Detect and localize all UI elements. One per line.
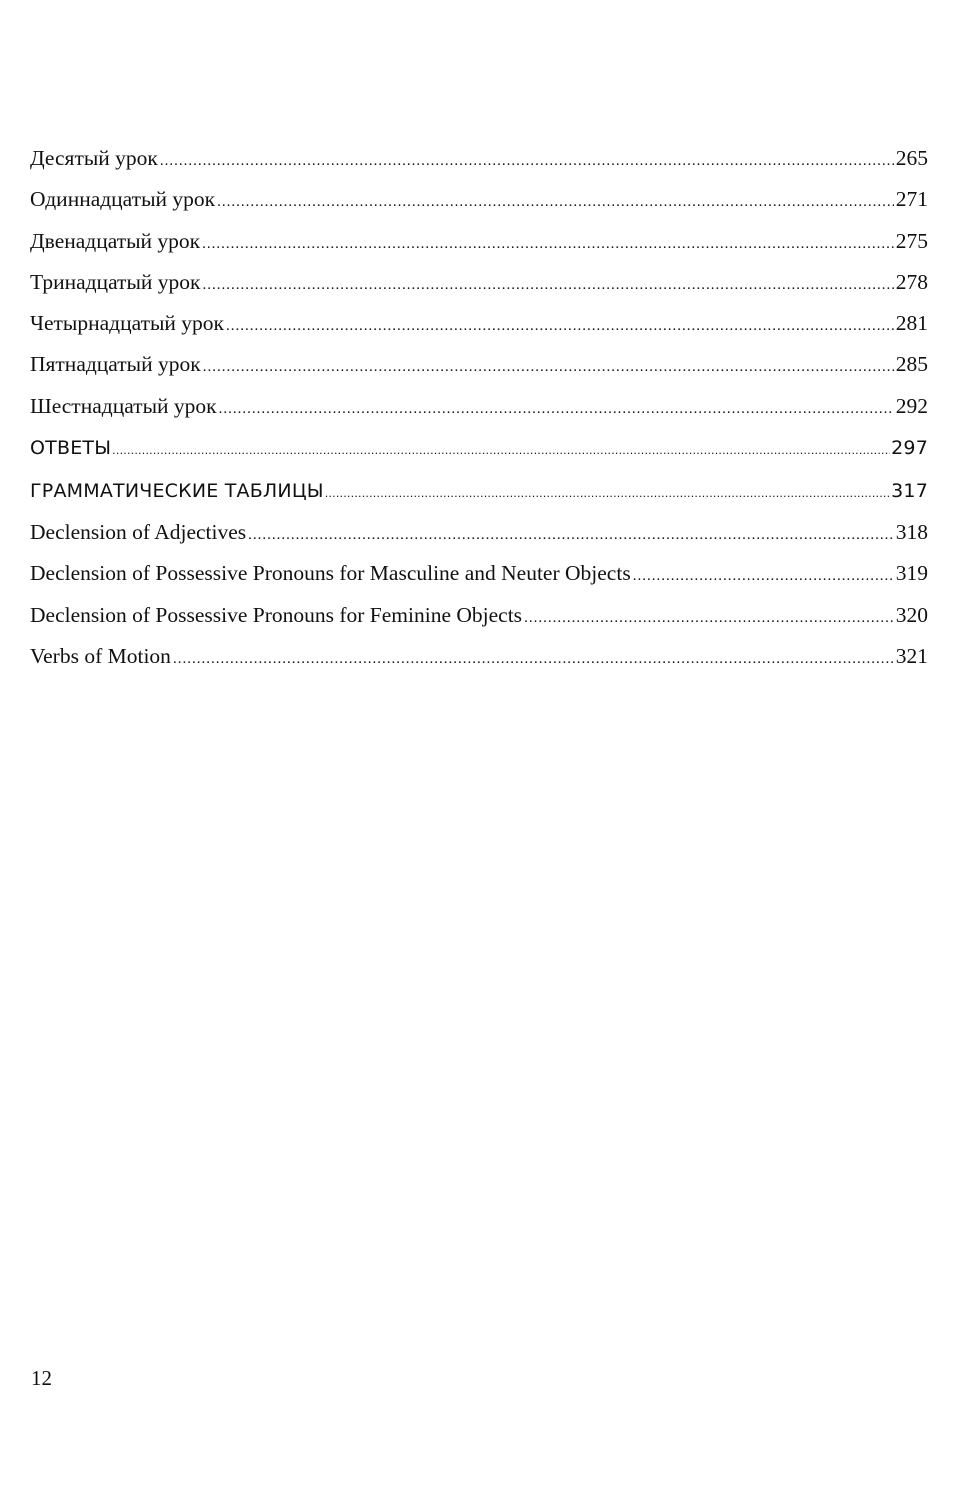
toc-entry-title: ОТВЕТЫ: [30, 437, 112, 460]
toc-entry-title: Тринадцатый урок: [30, 269, 201, 294]
toc-entry-title: Десятый урок: [30, 146, 158, 170]
toc-dot-leader: [202, 224, 894, 262]
toc-entry[interactable]: [30, 262, 928, 303]
toc-entry[interactable]: [30, 179, 928, 220]
toc-dot-leader: [226, 306, 894, 344]
toc-entry[interactable]: [30, 303, 928, 344]
toc-entry[interactable]: [30, 512, 928, 553]
toc-entry-page: 278: [895, 269, 928, 294]
toc-entry-page: 281: [895, 311, 928, 336]
toc-entry-page: 265: [895, 146, 928, 170]
toc-entry-title: Declension of Possessive Pronouns for Feminine Objects: [30, 602, 523, 627]
toc-entry-title: Шестнадцатый урок: [30, 393, 217, 418]
toc-entry-page: 275: [895, 228, 928, 253]
toc-dot-leader: [325, 473, 890, 513]
toc-entry-page: 321: [895, 643, 928, 668]
toc-entry-title: Четырнадцатый урок: [30, 311, 225, 336]
toc-dot-leader: [633, 556, 894, 594]
toc-entry-title: Двенадцатый урок: [30, 228, 201, 253]
toc-entry-title: Declension of Possessive Pronouns for Masculine and Neuter Objects: [30, 561, 631, 586]
toc-dot-leader: [524, 598, 894, 636]
toc-entry[interactable]: [30, 344, 928, 385]
toc-entry[interactable]: [30, 636, 928, 677]
table-of-contents: [30, 138, 928, 677]
toc-entry-page: 319: [895, 561, 928, 586]
toc-entry-page: 292: [895, 393, 928, 418]
toc-entry[interactable]: [30, 138, 928, 179]
page-number: 12: [31, 1366, 52, 1390]
toc-entry-page: 271: [895, 187, 928, 212]
toc-entry[interactable]: [30, 386, 928, 427]
toc-dot-leader: [112, 430, 890, 470]
toc-entry-page: 318: [895, 520, 928, 545]
toc-dot-leader: [219, 389, 894, 427]
toc-dot-leader: [217, 182, 894, 220]
toc-entry-title: Declension of Adjectives: [30, 520, 247, 545]
toc-dot-leader: [248, 515, 894, 553]
toc-entry-title: Одиннадцатый урок: [30, 187, 216, 212]
toc-entry-page: 317: [891, 479, 928, 502]
toc-section-heading[interactable]: [30, 470, 928, 513]
toc-entry-title: ГРАММАТИЧЕСКИЕ ТАБЛИЦЫ: [30, 479, 324, 502]
toc-dot-leader: [203, 347, 894, 385]
toc-entry[interactable]: [30, 595, 928, 636]
toc-entry[interactable]: [30, 221, 928, 262]
toc-entry-page: 285: [895, 352, 928, 377]
toc-dot-leader: [202, 265, 893, 303]
toc-entry[interactable]: [30, 553, 928, 594]
toc-entry-title: Verbs of Motion: [30, 643, 171, 668]
toc-entry-page: 297: [891, 437, 928, 460]
toc-entry-page: 320: [895, 602, 928, 627]
toc-section-heading[interactable]: [30, 427, 928, 470]
toc-dot-leader: [173, 639, 894, 677]
toc-dot-leader: [160, 141, 894, 179]
toc-entry-title: Пятнадцатый урок: [30, 352, 201, 377]
